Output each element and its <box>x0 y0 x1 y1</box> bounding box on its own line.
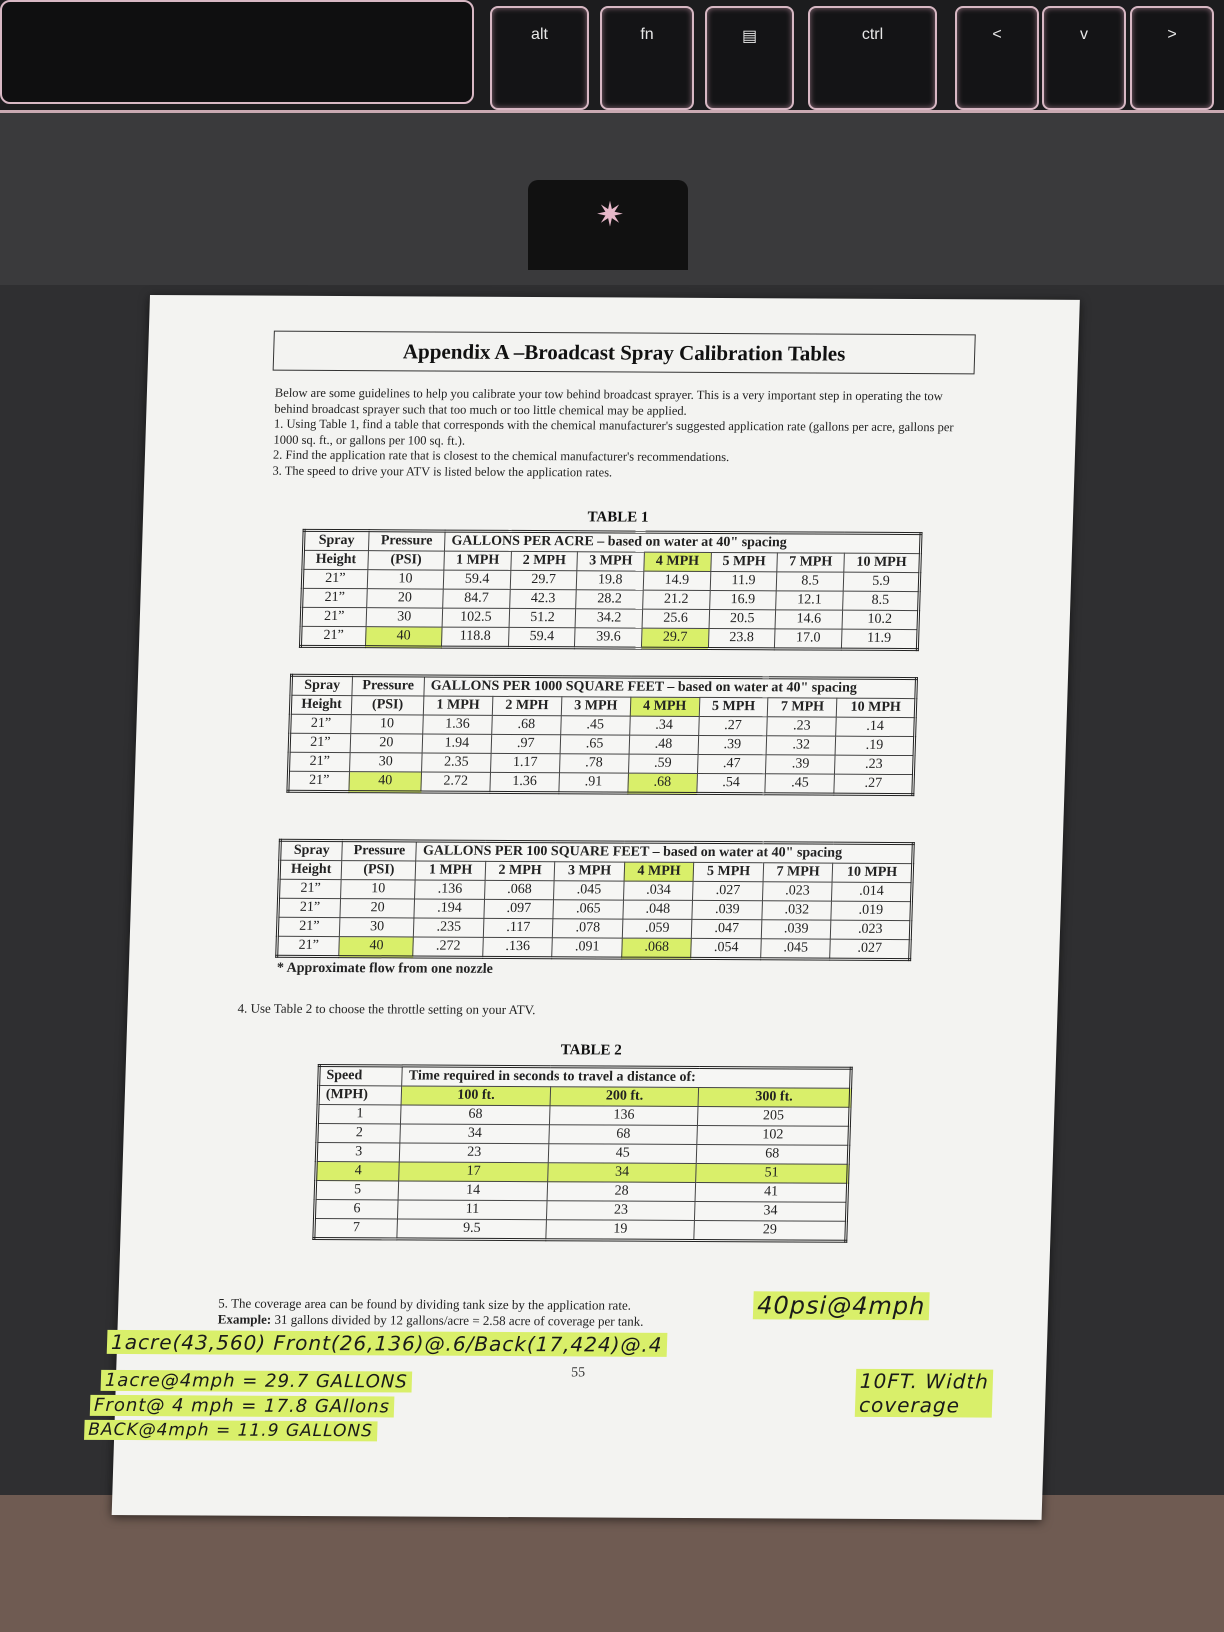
table-cell: 3 <box>316 1143 400 1162</box>
table-header-cell: Spray <box>291 675 352 695</box>
table-cell: 5.9 <box>843 572 920 591</box>
intro-step-3: 3. The speed to drive your ATV is listed below the application rates. <box>272 463 613 479</box>
spacebar-key[interactable] <box>0 0 474 104</box>
table-header-cell: (PSI) <box>342 861 417 880</box>
approx-flow-note: * Approximate flow from one nozzle <box>276 960 494 977</box>
left-arrow-key[interactable]: < <box>955 6 1039 110</box>
table-header-cell: 1 MPH <box>416 861 486 880</box>
example-label: Example: <box>217 1311 272 1327</box>
table-header-cell: Spray <box>303 530 368 550</box>
table-cell: 20 <box>340 899 415 918</box>
table-cell: 20 <box>350 734 423 753</box>
table-header-row <box>279 860 913 882</box>
table-cell: .235 <box>414 918 484 937</box>
table-cell: .54 <box>696 773 765 793</box>
page-number: 55 <box>570 1365 586 1381</box>
table-cell: 136 <box>549 1106 698 1126</box>
table-cell: 2.35 <box>422 753 491 772</box>
table-row <box>277 917 911 939</box>
table-cell: 21” <box>278 898 341 917</box>
table-row <box>288 771 914 794</box>
intro-paragraph: Below are some guidelines to help you calibrate your tow behind broadcast sprayer. This is a very important step in operating the tow behind broadcast sprayer such that too much or too little chemical may be applied. <box>274 385 944 418</box>
intro-text <box>272 386 965 483</box>
table-cell: 1.36 <box>423 715 492 734</box>
table-cell: .014 <box>832 882 912 901</box>
table-cell: .65 <box>560 735 629 754</box>
table-cell: 30 <box>340 918 415 937</box>
table-cell: .047 <box>692 919 762 938</box>
table-cell: 59.4 <box>508 627 575 647</box>
table-cell: .91 <box>559 773 628 793</box>
table-header-cell: (PSI) <box>367 551 444 570</box>
table-header-cell: 7 MPH <box>768 698 837 717</box>
table-cell: .27 <box>698 716 767 735</box>
table-cell: 10 <box>367 570 444 589</box>
table-cell: .272 <box>413 937 483 957</box>
table-cell: 19.8 <box>577 571 644 590</box>
table-cell: .47 <box>697 754 766 773</box>
table-cell: 14 <box>398 1181 547 1201</box>
table-cell: .034 <box>623 881 693 900</box>
table-header-row <box>291 675 917 698</box>
table-cell: .136 <box>483 937 553 957</box>
table-cell: .045 <box>554 881 624 900</box>
menu-key[interactable] <box>705 6 794 110</box>
table-cell: .78 <box>559 754 628 773</box>
table-row <box>289 752 915 774</box>
table-cell: .45 <box>765 774 834 794</box>
table-cell: 40 <box>349 772 422 792</box>
table-cell: .34 <box>629 716 698 735</box>
table-cell: 20.5 <box>709 609 776 628</box>
table-cell: .023 <box>831 920 911 939</box>
table-cell: 11.9 <box>841 629 918 649</box>
table-cell: 11 <box>398 1200 547 1220</box>
table-cell: 102.5 <box>442 608 509 627</box>
table-cell: 21” <box>302 569 367 588</box>
table-cell: .097 <box>484 899 554 918</box>
table-cell: .23 <box>767 717 836 736</box>
table-header-cell: 3 MPH <box>561 697 630 716</box>
table-header-cell: 3 MPH <box>577 552 644 571</box>
table-cell: 23.8 <box>708 628 775 648</box>
table-cell: 40 <box>365 627 442 647</box>
table-header-cell: 10 MPH <box>837 698 916 717</box>
handwritten-acre-line: 1acre(43,560) Front(26,136)@.6/Back(17,424)@.4 <box>107 1330 667 1357</box>
table-cell: 5 <box>315 1181 399 1200</box>
gallons-per-100-sqft-table <box>275 839 915 961</box>
example-line <box>218 1312 644 1330</box>
table-cell: 205 <box>698 1106 850 1126</box>
handwritten-line-3: Front@ 4 mph = 17.8 GAllons <box>90 1395 395 1418</box>
table-cell: .023 <box>762 882 832 901</box>
table-cell: .48 <box>629 735 698 754</box>
table-header-row <box>303 550 921 572</box>
table-cell: 59.4 <box>443 570 510 589</box>
table-cell: .68 <box>628 773 697 793</box>
table-cell: 34 <box>548 1163 697 1183</box>
table-header-cell: 4 MPH <box>624 862 694 881</box>
alt-key[interactable]: alt <box>490 6 589 110</box>
table-cell: 8.5 <box>842 591 919 610</box>
table-cell: 118.8 <box>442 627 509 647</box>
table-header-cell: GALLONS PER ACRE – based on water at 40" spacing <box>445 531 921 553</box>
table-header-cell: 1 MPH <box>444 551 511 570</box>
table-header-cell: Height <box>290 695 351 714</box>
table-cell: 10.2 <box>842 610 919 629</box>
table-cell: 34 <box>400 1124 549 1144</box>
table-cell: 68 <box>697 1144 849 1164</box>
table-cell: 21” <box>290 714 351 733</box>
menu-icon: ▤ <box>741 28 758 45</box>
gallons-per-acre-table <box>299 529 923 651</box>
table-cell: 102 <box>697 1125 849 1145</box>
table-header-cell: 3 MPH <box>555 862 625 881</box>
table-header-cell: Speed <box>319 1066 403 1086</box>
table-header-cell: Pressure <box>342 841 417 861</box>
table-cell: 21” <box>289 752 350 771</box>
intro-step-1: 1. Using Table 1, find a table that corresponds with the chemical manufacturer's suggested application rate (gallons per acre, gallons per 1000 sq. ft., or gallons per 100 sq. ft.). <box>273 416 954 448</box>
table-cell: 34.2 <box>575 609 642 628</box>
table-cell: 10 <box>341 880 416 899</box>
table-cell: .048 <box>623 900 693 919</box>
table-cell: 1.17 <box>490 753 559 772</box>
table-cell: .32 <box>766 736 835 755</box>
table-row <box>300 626 918 649</box>
table-header-cell: 4 MPH <box>630 697 699 716</box>
table-header-cell: GALLONS PER 1000 SQUARE FEET – based on water at 40" spacing <box>424 676 917 699</box>
table-cell: 68 <box>549 1125 698 1145</box>
table-row <box>290 714 916 736</box>
table-cell: 30 <box>349 753 422 772</box>
table-cell: .117 <box>483 918 553 937</box>
table-cell: 16.9 <box>709 590 776 609</box>
table-cell: 41 <box>696 1182 848 1202</box>
table-header-cell: 10 MPH <box>844 553 921 572</box>
table-header-cell: Height <box>279 860 342 879</box>
table-cell: 10 <box>351 715 424 734</box>
razer-logo-icon: ✷ <box>595 195 625 235</box>
table2-caption: TABLE 2 <box>560 1042 623 1059</box>
table-cell: .39 <box>698 735 767 754</box>
intro-step-2: 2. Find the application rate that is closest to the chemical manufacturer's recommendations. <box>272 447 730 465</box>
gallons-per-1000-sqft-table <box>286 674 918 796</box>
handwritten-width-note-line-2: coverage <box>858 1392 961 1418</box>
table-cell: 29.7 <box>510 570 577 589</box>
ctrl-key[interactable]: ctrl <box>808 6 937 110</box>
table-cell: .14 <box>836 717 915 736</box>
table-cell: .194 <box>414 899 484 918</box>
step-5-text: 5. The coverage area can be found by dividing tank size by the application rate. <box>218 1295 632 1313</box>
table-cell: 21” <box>277 936 340 956</box>
table-cell: 39.6 <box>575 628 642 648</box>
table-cell: .23 <box>835 755 914 774</box>
table-header-cell: 5 MPH <box>694 862 764 881</box>
table-cell: 34 <box>695 1201 847 1221</box>
table-cell: 14.9 <box>643 571 710 590</box>
table-cell: 21” <box>288 771 349 791</box>
table-header-cell: Height <box>303 550 368 569</box>
table-header-cell: Pressure <box>352 676 425 696</box>
table-header-row <box>303 530 921 553</box>
table-cell: .078 <box>553 919 623 938</box>
table-header-cell: 7 MPH <box>777 553 844 572</box>
table-cell: 19 <box>546 1220 695 1241</box>
table-header-cell: 4 MPH <box>644 552 711 571</box>
table-row <box>278 898 912 920</box>
table-cell: .032 <box>762 901 832 920</box>
table-header-cell: 1 MPH <box>423 696 492 715</box>
travel-time-table <box>312 1064 852 1243</box>
table-cell: 29.7 <box>641 628 708 648</box>
table-cell: 23 <box>546 1201 695 1221</box>
table-cell: 17.0 <box>775 629 842 649</box>
table-cell: .45 <box>560 716 629 735</box>
table-header-row <box>319 1066 852 1089</box>
handwritten-width-note <box>855 1369 994 1418</box>
table-header-row <box>280 840 914 863</box>
table-cell: 25.6 <box>642 609 709 628</box>
table-cell: 1.36 <box>490 772 559 792</box>
table-cell: 11.9 <box>710 571 777 590</box>
table-cell: 29 <box>694 1220 846 1241</box>
right-arrow-key[interactable]: > <box>1130 6 1214 110</box>
table-cell: .054 <box>691 938 761 958</box>
table-cell: 40 <box>339 937 414 957</box>
table-header-cell: 200 ft. <box>550 1087 699 1107</box>
down-arrow-key[interactable]: v <box>1042 6 1126 110</box>
table-cell: 8.5 <box>776 572 843 591</box>
table-cell: 42.3 <box>509 589 576 608</box>
table-row <box>314 1219 847 1242</box>
table-cell: .19 <box>835 736 914 755</box>
table-cell: .97 <box>491 734 560 753</box>
table-cell: .27 <box>834 774 913 794</box>
table-cell: .059 <box>622 919 692 938</box>
table-header-cell: 10 MPH <box>832 863 912 882</box>
table-cell: .039 <box>692 900 762 919</box>
table-cell: 14.6 <box>775 610 842 629</box>
table-cell: .027 <box>830 939 910 959</box>
table-header-cell: 7 MPH <box>763 863 833 882</box>
table-cell: 28.2 <box>576 590 643 609</box>
table-cell: 84.7 <box>443 589 510 608</box>
table-cell: 21” <box>300 626 365 646</box>
table-cell: 1.94 <box>422 734 491 753</box>
keyboard-key-row <box>0 0 1224 113</box>
handwritten-line-4: BACK@4mph = 11.9 GALLONS <box>84 1420 377 1442</box>
table-header-cell: Spray <box>280 840 343 860</box>
table-cell: 20 <box>366 589 443 608</box>
table-header-cell: 300 ft. <box>698 1087 850 1107</box>
handwritten-line-2: 1acre@4mph = 29.7 GALLONS <box>101 1370 412 1393</box>
table-cell: .039 <box>761 920 831 939</box>
table-cell: .065 <box>553 900 623 919</box>
table-header-cell: Time required in seconds to travel a distance of: <box>402 1066 851 1088</box>
table-cell: 2.72 <box>421 772 490 792</box>
table-cell: 51 <box>696 1163 848 1183</box>
table-cell: 51.2 <box>509 608 576 627</box>
table-cell: 28 <box>547 1182 696 1202</box>
table-cell: 2 <box>317 1124 401 1143</box>
table-cell: 17 <box>399 1162 548 1182</box>
table-header-cell: 5 MPH <box>710 552 777 571</box>
page-title: Appendix A –Broadcast Spray Calibration Tables <box>273 331 976 375</box>
table-cell: 4 <box>316 1162 400 1181</box>
table-cell: .019 <box>831 901 911 920</box>
table-cell: .68 <box>492 715 561 734</box>
document-page <box>88 295 1080 1520</box>
table-cell: 12.1 <box>776 591 843 610</box>
table-cell: .136 <box>415 880 485 899</box>
table-cell: 9.5 <box>397 1219 546 1240</box>
table-row <box>277 936 911 959</box>
table-cell: 21” <box>277 917 340 936</box>
table-header-cell: 2 MPH <box>492 696 561 715</box>
table-cell: 21” <box>289 733 350 752</box>
table-header-cell: Pressure <box>368 531 445 551</box>
table-cell: 21” <box>279 879 342 898</box>
table-cell: .068 <box>622 938 692 958</box>
table-cell: 45 <box>548 1144 697 1164</box>
table-cell: 30 <box>366 608 443 627</box>
table-cell: .027 <box>693 881 763 900</box>
table-header-row <box>290 695 916 717</box>
table-cell: 21” <box>301 607 366 626</box>
table-cell: 7 <box>314 1219 398 1239</box>
table-cell: .091 <box>552 938 622 958</box>
table-cell: 68 <box>401 1105 550 1125</box>
example-text: 31 gallons divided by 12 gallons/acre = 2.58 acre of coverage per tank. <box>274 1311 644 1329</box>
table-row <box>279 879 913 901</box>
table1-caption: TABLE 1 <box>587 509 649 526</box>
table-cell: .39 <box>766 755 835 774</box>
table-cell: 21.2 <box>643 590 710 609</box>
table-cell: 23 <box>400 1143 549 1163</box>
table-header-cell: (MPH) <box>318 1086 402 1105</box>
table-row <box>289 733 915 755</box>
table-cell: .068 <box>484 880 554 899</box>
table-header-cell: GALLONS PER 100 SQUARE FEET – based on water at 40" spacing <box>416 841 913 864</box>
table-header-cell: 5 MPH <box>699 697 768 716</box>
table-cell: 1 <box>317 1105 401 1124</box>
table-cell: 6 <box>314 1200 398 1219</box>
handwritten-psi-note: 40psi@4mph <box>753 1291 930 1320</box>
keyboard <box>0 0 1224 285</box>
handwritten-width-note-line-1: 10FT. Width <box>859 1368 990 1394</box>
fn-key[interactable]: fn <box>600 6 694 110</box>
step-4-text: 4. Use Table 2 to choose the throttle setting on your ATV. <box>237 1000 536 1018</box>
table-header-cell: 100 ft. <box>401 1086 550 1106</box>
table-header-cell: 2 MPH <box>485 861 555 880</box>
table-header-cell: 2 MPH <box>511 551 578 570</box>
table-cell: .59 <box>628 754 697 773</box>
table-cell: 21” <box>302 588 367 607</box>
table-header-cell: (PSI) <box>351 696 424 715</box>
table-cell: .045 <box>761 939 831 959</box>
